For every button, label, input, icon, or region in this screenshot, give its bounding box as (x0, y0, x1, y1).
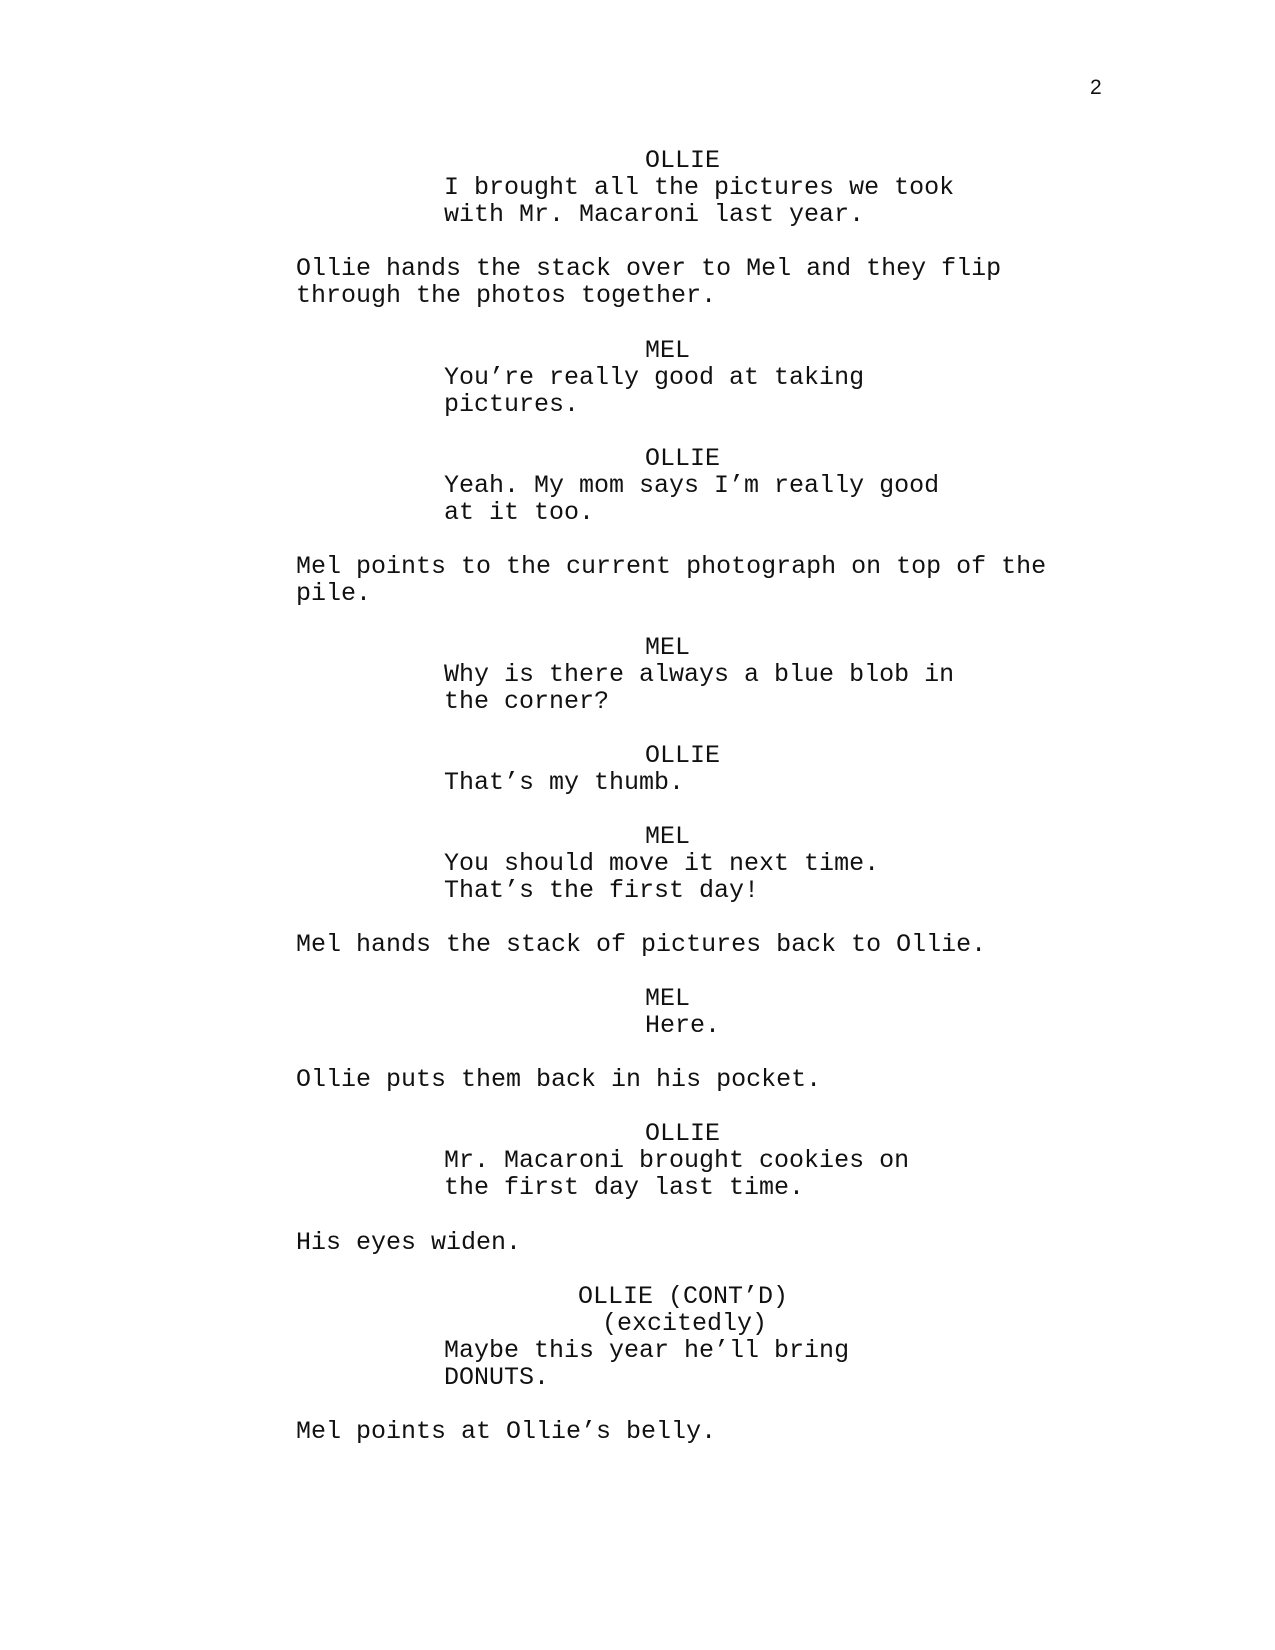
action-line: Mel points at Ollie’s belly. (296, 1417, 717, 1446)
action-line: Ollie hands the stack over to Mel and they flip (296, 254, 1002, 283)
parenthetical: (excitedly) (602, 1309, 768, 1338)
dialogue-line: the first day last time. (444, 1173, 805, 1202)
action-line: Mel hands the stack of pictures back to Ollie. (296, 930, 987, 959)
action-line: Ollie puts them back in his pocket. (296, 1065, 822, 1094)
page-number: 2 (1090, 76, 1102, 99)
character-name: MEL (645, 633, 691, 662)
dialogue-line: DONUTS. (444, 1363, 550, 1392)
dialogue-line: the corner? (444, 687, 610, 716)
dialogue-line: Mr. Macaroni brought cookies on (444, 1146, 910, 1175)
dialogue-line: Why is there always a blue blob in (444, 660, 955, 689)
character-name: OLLIE (645, 741, 721, 770)
dialogue-line: with Mr. Macaroni last year. (444, 200, 865, 229)
action-line: through the photos together. (296, 281, 717, 310)
action-line: Mel points to the current photograph on top of the (296, 552, 1047, 581)
dialogue-line: pictures. (444, 390, 580, 419)
dialogue-line: at it too. (444, 498, 595, 527)
dialogue-line: That’s the first day! (444, 876, 760, 905)
character-name: OLLIE (645, 146, 721, 175)
character-name: OLLIE (645, 1119, 721, 1148)
character-name: OLLIE (CONT’D) (578, 1282, 789, 1311)
action-line: pile. (296, 579, 372, 608)
action-line: His eyes widen. (296, 1228, 522, 1257)
character-name: MEL (645, 822, 691, 851)
dialogue-line: That’s my thumb. (444, 768, 685, 797)
character-name: OLLIE (645, 444, 721, 473)
dialogue-line: Here. (645, 1011, 721, 1040)
character-name: MEL (645, 984, 691, 1013)
dialogue-line: Yeah. My mom says I’m really good (444, 471, 940, 500)
dialogue-line: I brought all the pictures we took (444, 173, 955, 202)
character-name: MEL (645, 336, 691, 365)
dialogue-line: You should move it next time. (444, 849, 880, 878)
dialogue-line: Maybe this year he’ll bring (444, 1336, 850, 1365)
dialogue-line: You’re really good at taking (444, 363, 865, 392)
